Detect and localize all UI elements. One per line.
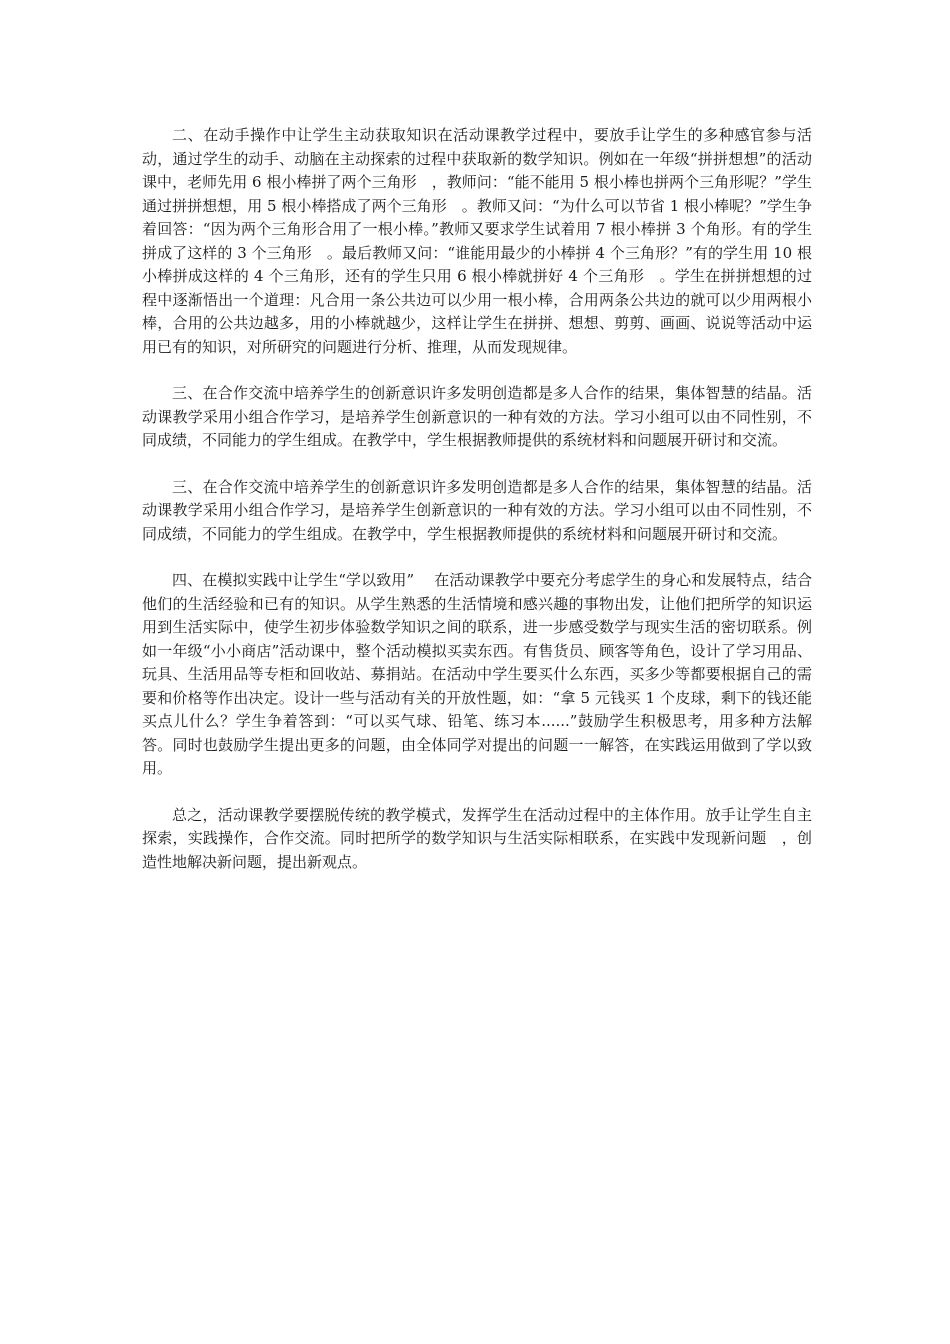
paragraph-conclusion: 总之，活动课教学要摆脱传统的教学模式，发挥学生在活动过程中的主体作用。放手让学生自主探索，实践操作，合作交流。同时把所学的数学知识与生活实际相联系，在实践中发现新问题 ，创造性地解决新问题，提出新观点。 bbox=[142, 805, 812, 871]
paragraph-hands-on-operation: 二、在动手操作中让学生主动获取知识在活动课教学过程中，要放手让学生的多种感官参与活动，通过学生的动手、动脑在主动探索的过程中获取新的数学知识。例如在一年级“拼拼想想”的活动课中，老师先用 6 根小棒拼了两个三角形 ，教师问：“能不能用 5 根小棒也拼两个三角形呢？”学生通过拼拼想想，用 5 根小棒搭成了两个三角形 。教师又问：“为什么可以节省 1 根小棒呢？”学生争着回答：“因为两个三角形合用了一根小棒。”教师又要求学生试着用 7 根小棒拼 3 个角形。有的学生拼成了这样的 3 个三角形 。最后教师又问：“谁能用最少的小棒拼 4 个三角形？”有的学生用 10 根小棒拼成这样的 4 个三角形，还有的学生只用 6 根小棒就拼好 4 个三角形 。学生在拼拼想想的过程中逐渐悟出一个道理：凡合用一条公共边可以少用一根小棒，合用两条公共边的就可以少用两根小棒，合用的公共边越多，用的小棒就越少，这样让学生在拼拼、想想、剪剪、画画、说说等活动中运用已有的知识，对所研究的问题进行分析、推理，从而发现规律。 bbox=[142, 126, 812, 356]
document-body bbox=[142, 124, 812, 897]
paragraph-cooperation-exchange-repeat: 三、在合作交流中培养学生的创新意识许多发明创造都是多人合作的结果，集体智慧的结晶。活动课教学采用小组合作学习，是培养学生创新意识的一种有效的方法。学习小组可以由不同性别，不同成绩，不同能力的学生组成。在教学中，学生根据教师提供的系统材料和问题展开研讨和交流。 bbox=[142, 477, 812, 543]
paragraph-cooperation-exchange: 三、在合作交流中培养学生的创新意识许多发明创造都是多人合作的结果，集体智慧的结晶。活动课教学采用小组合作学习，是培养学生创新意识的一种有效的方法。学习小组可以由不同性别，不同成绩，不同能力的学生组成。在教学中，学生根据教师提供的系统材料和问题展开研讨和交流。 bbox=[142, 384, 812, 449]
paragraph-simulated-practice: 四、在模拟实践中让学生“学以致用” 在活动课教学中要充分考虑学生的身心和发展特点，结合他们的生活经验和已有的知识。从学生熟悉的生活情境和感兴趣的事物出发，让他们把所学的知识运用到生活实际中，使学生初步体验数学知识之间的联系，进一步感受数学与现实生活的密切联系。例如一年级“小小商店”活动课中，整个活动模拟买卖东西。有售货员、顾客等角色，设计了学习用品、玩具、生活用品等专柜和回收站、募捐站。在活动中学生要买什么东西，买多少等都要根据自己的需要和价格等作出决定。设计一些与活动有关的开放性题，如：“拿 5 元钱买 1 个皮球，剩下的钱还能买点儿什么？学生争着答到：“可以买气球、铅笔、练习本......”鼓励学生积极思考，用多种方法解答。同时也鼓励学生提出更多的问题，由全体同学对提出的问题一一解答，在实践运用做到了学以致用。 bbox=[142, 571, 812, 777]
